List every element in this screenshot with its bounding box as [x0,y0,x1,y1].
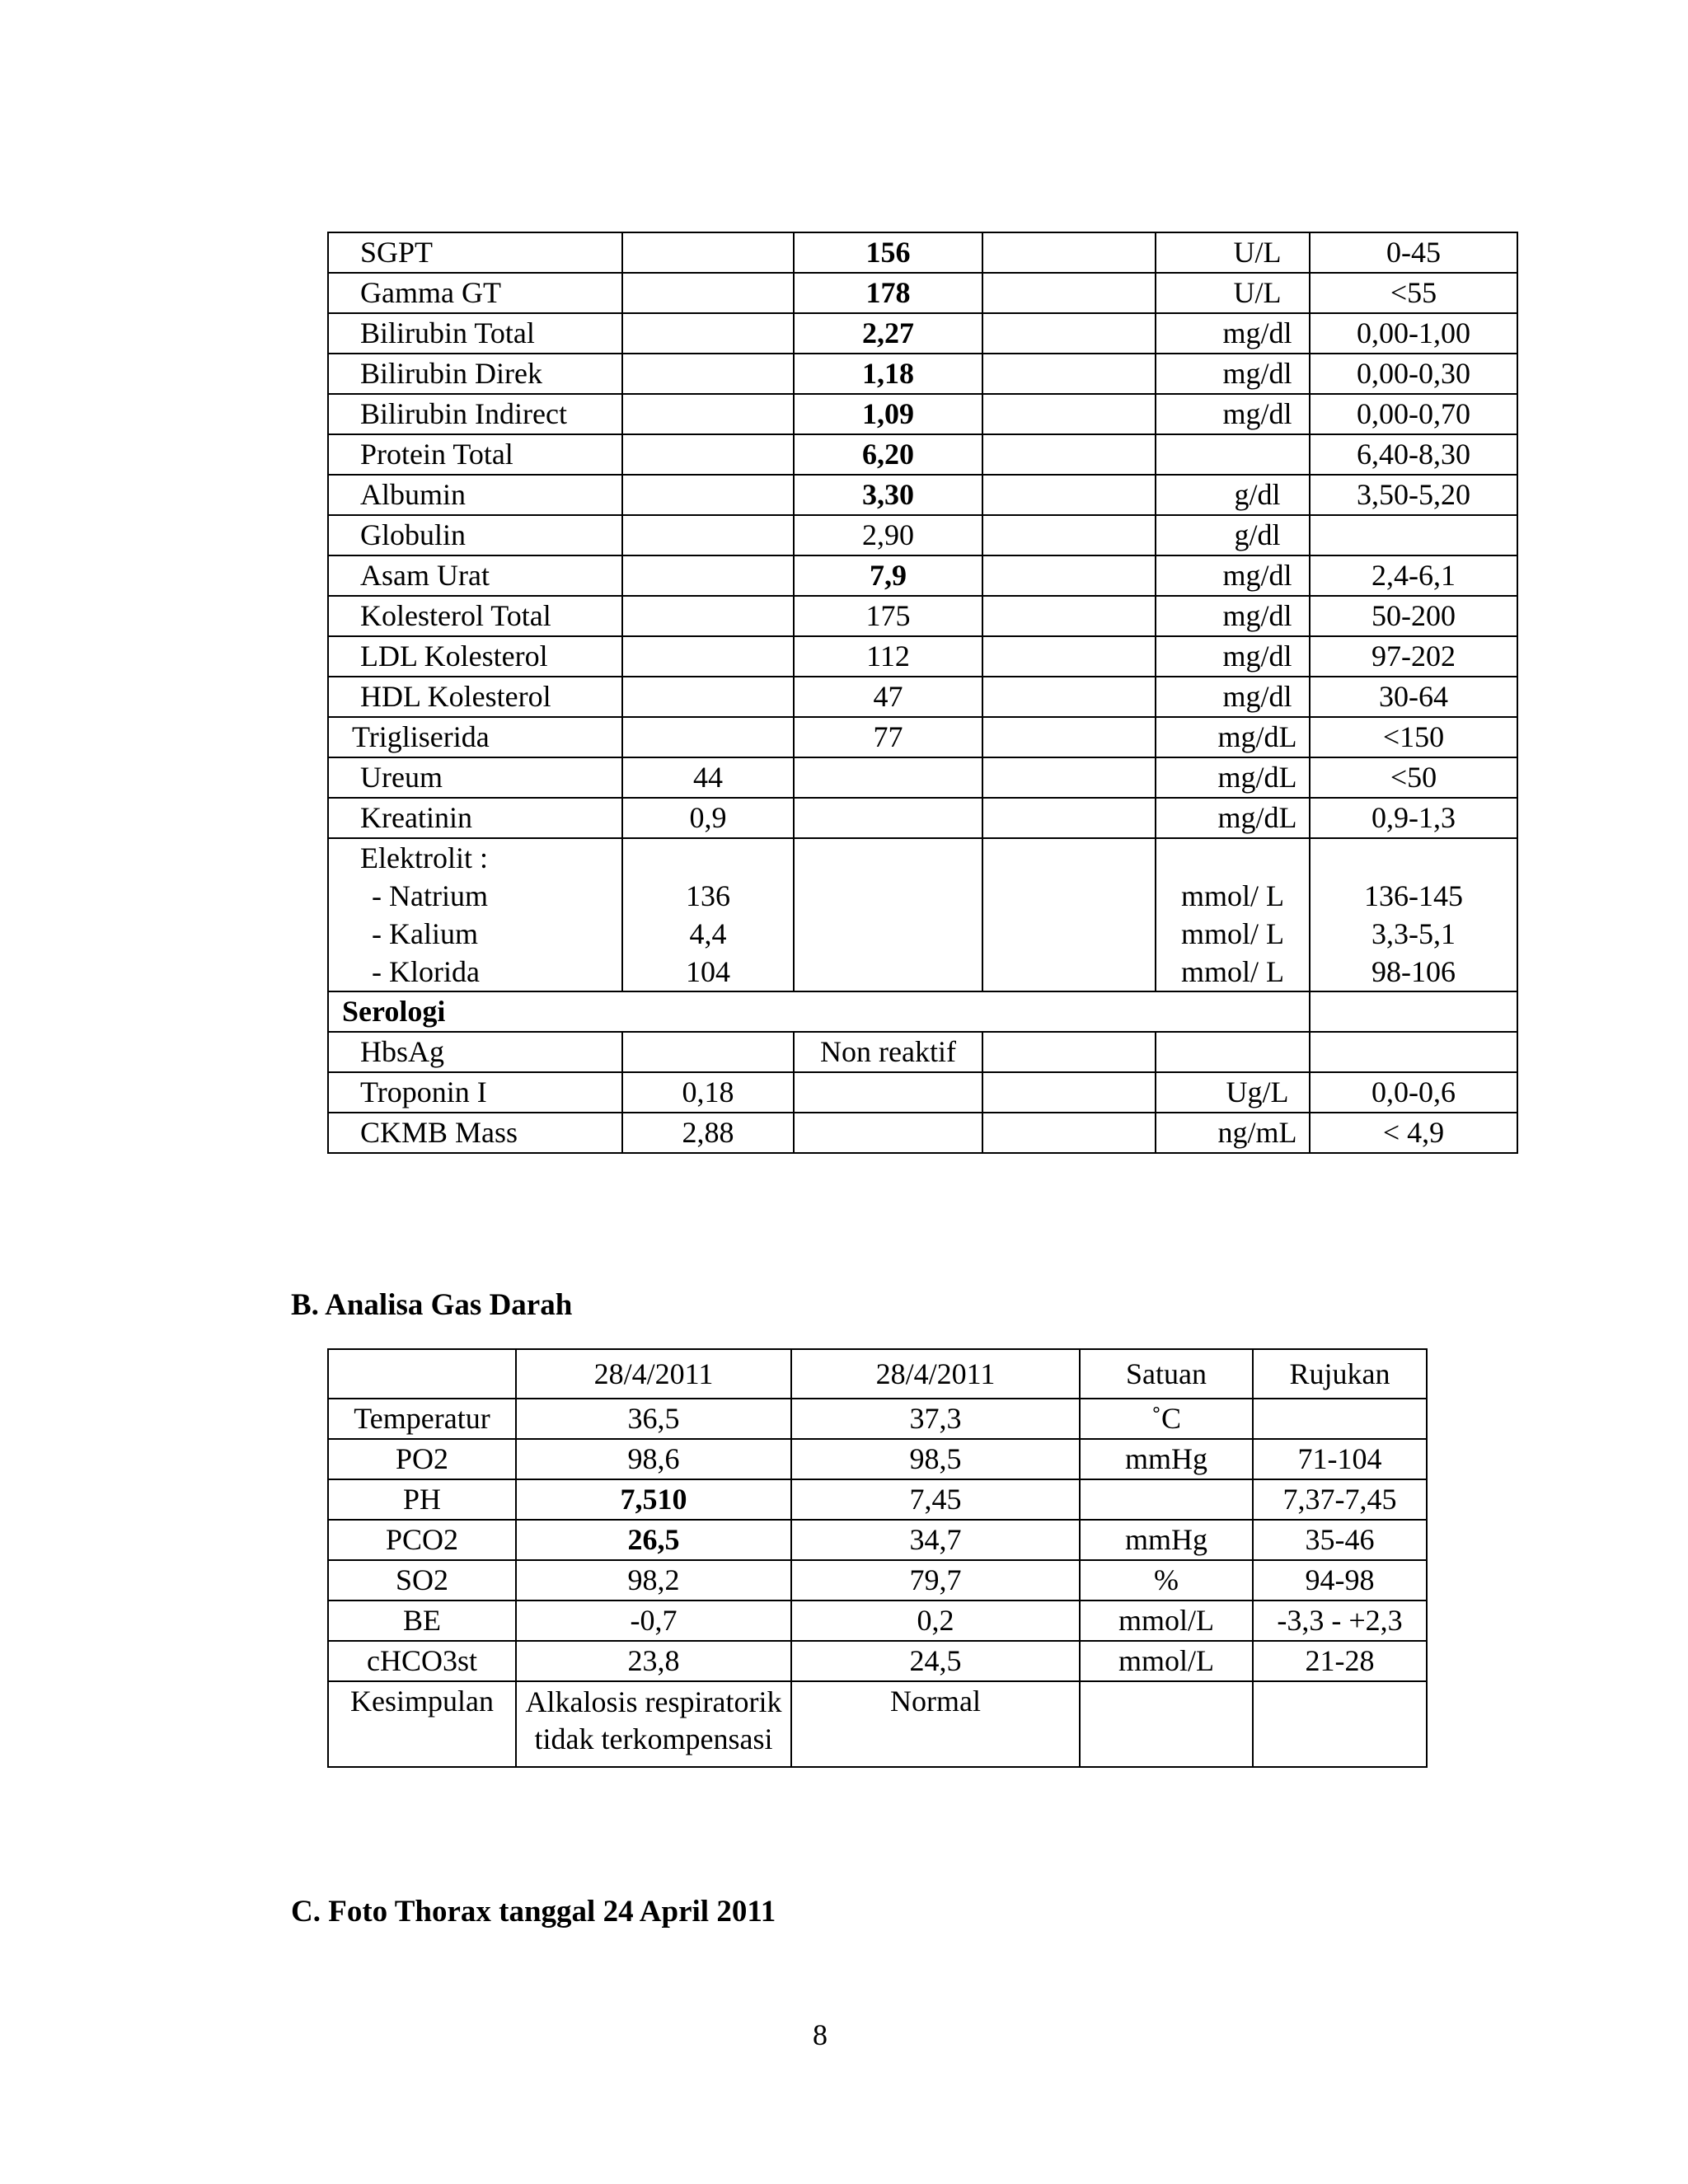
parameter: Kesimpulan [328,1681,516,1767]
value-col-2 [794,798,982,838]
value-date-2: Normal [791,1681,1080,1767]
table-row [328,273,1517,313]
lab-results-table [327,232,1518,1154]
value-col-1 [622,273,794,313]
value-col-1 [622,232,794,273]
unit: mmol/L [1080,1601,1253,1641]
value-col-2: 6,20 [794,434,982,475]
reference-range [1310,515,1517,555]
unit: mg/dL [1156,757,1310,798]
value-date-1: -0,7 [516,1601,791,1641]
table-row [328,515,1517,555]
test-name: Ureum [328,757,622,798]
reference-range [1253,1681,1427,1767]
value-col-2: 156 [794,232,982,273]
test-name: Kreatinin [328,798,622,838]
value-col-3 [982,798,1156,838]
value-date-2: 37,3 [791,1399,1080,1439]
table-row [328,313,1517,354]
table-row [328,1439,1427,1479]
value-col-2: 7,9 [794,555,982,596]
unit: mmHg [1080,1520,1253,1560]
electrolyte-item-name: - Natrium [372,879,488,912]
reference-range: 30-64 [1310,677,1517,717]
value-col-1 [622,515,794,555]
reference-range: -3,3 - +2,3 [1253,1601,1427,1641]
electrolyte-item-ref: 136-145 [1364,879,1463,912]
electrolyte-item-value: 4,4 [689,917,727,950]
value-col-1: 2,88 [622,1113,794,1153]
electrolyte-item-name: - Kalium [372,917,478,950]
value-col-2: 77 [794,717,982,757]
value-col-3 [982,313,1156,354]
value-col-1 [622,717,794,757]
table-row [328,1399,1427,1439]
table-row [328,1032,1517,1072]
value-col-1: 0,18 [622,1072,794,1113]
value-col-1 [622,313,794,354]
test-name: Protein Total [328,434,622,475]
header-cell: Satuan [1080,1349,1253,1399]
blood-gas-table [327,1348,1428,1768]
unit: mg/dl [1156,555,1310,596]
value-col-1 [622,596,794,636]
value-date-2: 79,7 [791,1560,1080,1601]
value-col-3 [982,757,1156,798]
value-col-1 [622,475,794,515]
table-row [328,798,1517,838]
unit: mg/dl [1156,313,1310,354]
unit: mmHg [1080,1439,1253,1479]
value-col-3 [982,354,1156,394]
value-col-1 [622,636,794,677]
table-row [328,1641,1427,1681]
value-col-3 [982,394,1156,434]
table-row [328,555,1517,596]
unit: mg/dL [1156,798,1310,838]
table-row [328,596,1517,636]
reference-range: 2,4-6,1 [1310,555,1517,596]
value-date-1: 98,2 [516,1560,791,1601]
electrolyte-units [1156,838,1310,991]
value-col-2 [794,1113,982,1153]
electrolyte-values [622,838,794,991]
reference-range: < 4,9 [1310,1113,1517,1153]
value-date-2: 98,5 [791,1439,1080,1479]
serologi-title: Serologi [328,991,1310,1032]
reference-range: <50 [1310,757,1517,798]
table-row [328,717,1517,757]
parameter: PO2 [328,1439,516,1479]
value-date-1: Alkalosis respiratorik tidak terkompensasi [516,1681,791,1767]
test-name: SGPT [328,232,622,273]
reference-range: 0,9-1,3 [1310,798,1517,838]
test-name: Albumin [328,475,622,515]
table-row [328,394,1517,434]
test-name: Asam Urat [328,555,622,596]
value-col-2: 1,09 [794,394,982,434]
value-col-1 [622,394,794,434]
header-cell [328,1349,516,1399]
test-name: Gamma GT [328,273,622,313]
value-col-2: 2,27 [794,313,982,354]
test-name: HDL Kolesterol [328,677,622,717]
reference-range: 7,37-7,45 [1253,1479,1427,1520]
test-name: Bilirubin Indirect [328,394,622,434]
value-date-2: 7,45 [791,1479,1080,1520]
unit: U/L [1156,273,1310,313]
reference-range: 0-45 [1310,232,1517,273]
value-col-2: 47 [794,677,982,717]
value-col-1 [622,555,794,596]
unit: mg/dL [1156,717,1310,757]
reference-range: 6,40-8,30 [1310,434,1517,475]
reference-range: 21-28 [1253,1641,1427,1681]
electrolyte-item-value: 136 [686,879,730,912]
table-row [328,677,1517,717]
electrolyte-item-unit: mmol/ L [1181,917,1284,950]
value-col-1: 44 [622,757,794,798]
table-row [328,354,1517,394]
value-col-3 [982,636,1156,677]
value-date-2: 34,7 [791,1520,1080,1560]
value-date-1: 26,5 [516,1520,791,1560]
value-col-2 [794,757,982,798]
table-row [328,1601,1427,1641]
value-date-1: 36,5 [516,1399,791,1439]
unit: % [1080,1560,1253,1601]
unit: mg/dl [1156,596,1310,636]
header-row [328,1349,1427,1399]
unit: g/dl [1156,515,1310,555]
table-row [328,1072,1517,1113]
electrolyte-item-ref: 3,3-5,1 [1372,917,1456,950]
value-col-3 [982,515,1156,555]
reference-range [1253,1399,1427,1439]
reference-range: 71-104 [1253,1439,1427,1479]
test-name: Kolesterol Total [328,596,622,636]
parameter: PCO2 [328,1520,516,1560]
unit [1080,1681,1253,1767]
unit: Ug/L [1156,1072,1310,1113]
unit: ng/mL [1156,1113,1310,1153]
test-name: Bilirubin Direk [328,354,622,394]
section-c-heading: C. Foto Thorax tanggal 24 April 2011 [291,1895,776,1929]
parameter: cHCO3st [328,1641,516,1681]
value-date-2: 24,5 [791,1641,1080,1681]
parameter: BE [328,1601,516,1641]
unit: U/L [1156,232,1310,273]
value-col-3 [982,232,1156,273]
value-col-3 [982,717,1156,757]
value-date-1: 23,8 [516,1641,791,1681]
reference-range: <150 [1310,717,1517,757]
test-name: Troponin I [328,1072,622,1113]
empty-cell [982,838,1156,991]
table-row [328,434,1517,475]
value-col-3 [982,555,1156,596]
value-col-1 [622,1032,794,1072]
value-col-3 [982,434,1156,475]
reference-range: <55 [1310,273,1517,313]
section-header-row [328,991,1517,1032]
value-col-2: 175 [794,596,982,636]
table-row [328,1113,1517,1153]
value-date-2: 0,2 [791,1601,1080,1641]
page-number: 8 [813,2018,828,2051]
empty-cell [794,838,982,991]
table-row [328,475,1517,515]
value-date-1: 7,510 [516,1479,791,1520]
header-cell: 28/4/2011 [516,1349,791,1399]
test-name: Globulin [328,515,622,555]
reference-range: 35-46 [1253,1520,1427,1560]
value-col-3 [982,596,1156,636]
test-name: Bilirubin Total [328,313,622,354]
value-col-3 [982,677,1156,717]
reference-range: 0,00-0,70 [1310,394,1517,434]
reference-range: 0,0-0,6 [1310,1072,1517,1113]
value-col-1: 0,9 [622,798,794,838]
header-cell: 28/4/2011 [791,1349,1080,1399]
unit [1156,1032,1310,1072]
value-col-3 [982,273,1156,313]
value-col-3 [982,1113,1156,1153]
unit: mg/dl [1156,394,1310,434]
unit: mg/dl [1156,677,1310,717]
reference-range: 50-200 [1310,596,1517,636]
value-col-2: 178 [794,273,982,313]
parameter: SO2 [328,1560,516,1601]
value-date-1: 98,6 [516,1439,791,1479]
table-row [328,1560,1427,1601]
section-b-heading: B. Analisa Gas Darah [291,1288,573,1322]
value-col-1 [622,354,794,394]
parameter: Temperatur [328,1399,516,1439]
electrolyte-names [328,838,622,991]
table-row [328,636,1517,677]
unit: ˚C [1080,1399,1253,1439]
test-name: CKMB Mass [328,1113,622,1153]
value-col-3 [982,1032,1156,1072]
value-col-2: 3,30 [794,475,982,515]
test-name: Trigliserida [328,717,622,757]
electrolyte-item-value: 104 [686,955,730,988]
electrolyte-item-name: - Klorida [372,955,480,988]
value-col-2: Non reaktif [794,1032,982,1072]
unit: mg/dl [1156,636,1310,677]
electrolyte-item-ref: 98-106 [1372,955,1456,988]
value-col-2: 112 [794,636,982,677]
reference-range: 0,00-1,00 [1310,313,1517,354]
reference-range [1310,1032,1517,1072]
electrolyte-item-unit: mmol/ L [1181,879,1284,912]
unit [1080,1479,1253,1520]
electrolyte-title: Elektrolit : [360,841,488,874]
reference-range: 0,00-0,30 [1310,354,1517,394]
value-col-3 [982,475,1156,515]
reference-range: 97-202 [1310,636,1517,677]
test-name: LDL Kolesterol [328,636,622,677]
unit: mg/dl [1156,354,1310,394]
value-col-1 [622,677,794,717]
unit [1156,434,1310,475]
table-row [328,1681,1427,1767]
empty-cell [1310,991,1517,1032]
reference-range: 94-98 [1253,1560,1427,1601]
value-col-2 [794,1072,982,1113]
parameter: PH [328,1479,516,1520]
header-cell: Rujukan [1253,1349,1427,1399]
value-col-3 [982,1072,1156,1113]
value-col-2: 1,18 [794,354,982,394]
electrolyte-refs [1310,838,1517,991]
table-row [328,1479,1427,1520]
unit: mmol/L [1080,1641,1253,1681]
table-row [328,232,1517,273]
table-row [328,757,1517,798]
test-name: HbsAg [328,1032,622,1072]
value-col-2: 2,90 [794,515,982,555]
electrolyte-item-unit: mmol/ L [1181,955,1284,988]
reference-range: 3,50-5,20 [1310,475,1517,515]
electrolyte-row [328,838,1517,991]
value-col-1 [622,434,794,475]
unit: g/dl [1156,475,1310,515]
table-row [328,1520,1427,1560]
